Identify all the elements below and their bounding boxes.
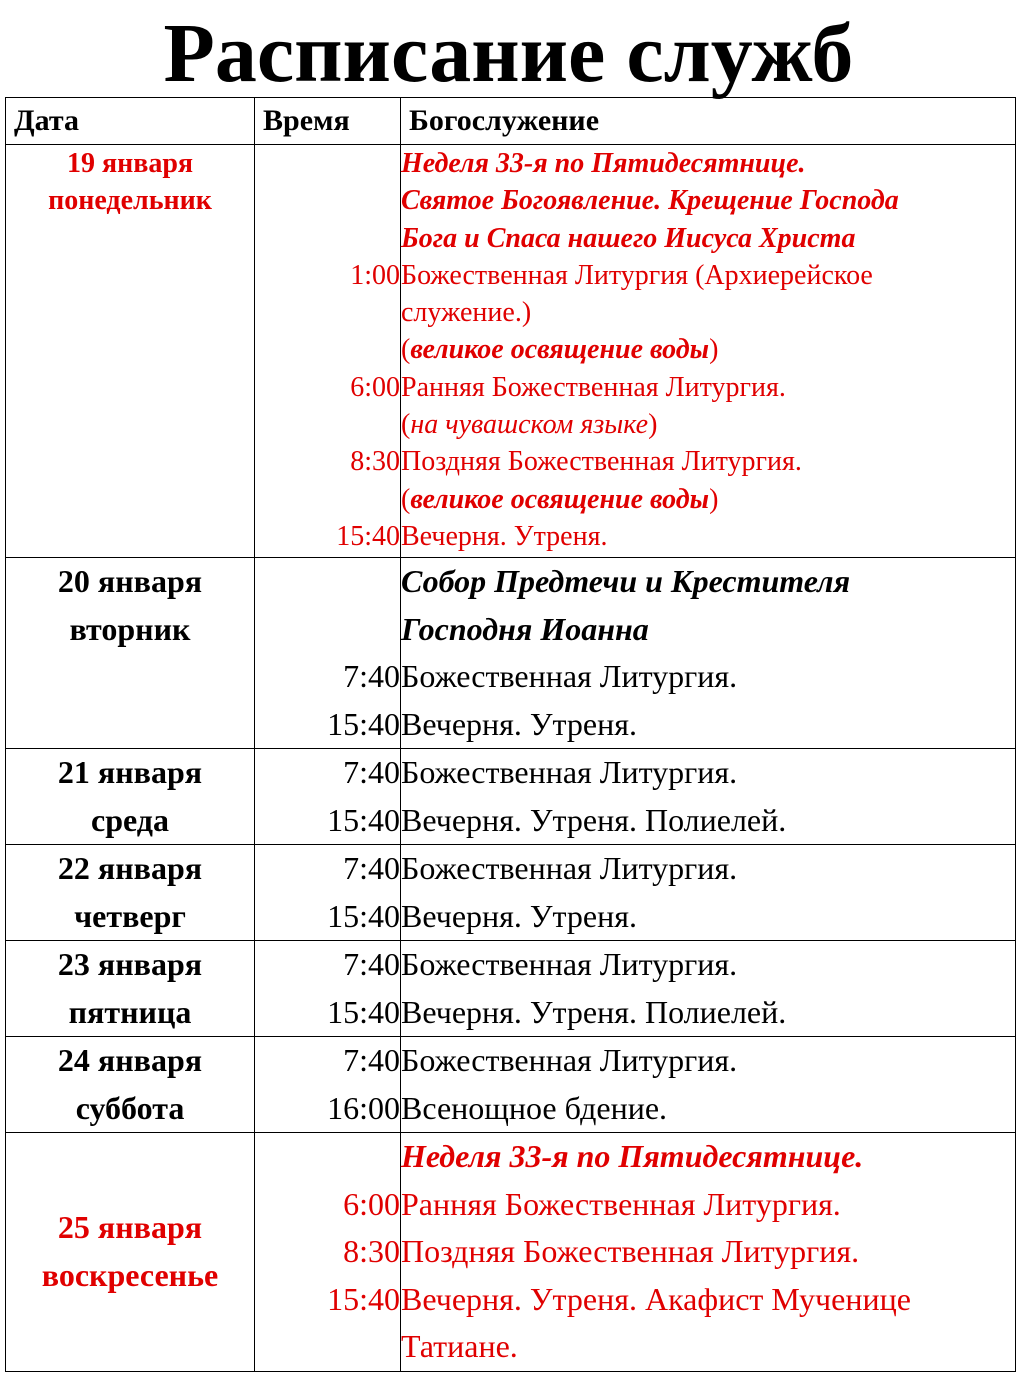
day-services-cell [401, 941, 1016, 1037]
day-date: 24 января [57, 1042, 203, 1078]
feast-title: Господня Иоанна [401, 610, 649, 647]
service-time: 8:30 [343, 1233, 400, 1269]
service-text: Татиане. [401, 1328, 518, 1364]
service-time: 15:40 [327, 993, 400, 1030]
day-times-cell [255, 1037, 401, 1133]
service-note: (великое освящение воды) [401, 483, 719, 515]
header-service: Богослужение [401, 98, 1016, 145]
service-text: служение.) [401, 297, 532, 329]
service-time: 7:40 [343, 1042, 400, 1078]
service-note: (на чувашском языке) [401, 409, 658, 441]
service-note: (великое освящение воды) [401, 334, 719, 366]
service-time: 8:30 [350, 446, 400, 478]
service-time: 7:40 [343, 850, 400, 886]
day-services-cell [401, 845, 1016, 941]
day-date-cell [6, 1133, 255, 1372]
day-row-19 [6, 145, 1016, 558]
service-text: Вечерня. Утреня. Акафист Мученице [401, 1280, 911, 1317]
day-date-cell [6, 941, 255, 1037]
day-row-21 [6, 749, 1016, 845]
service-time: 15:40 [327, 801, 400, 838]
feast-title: Собор Предтечи и Крестителя [401, 563, 851, 599]
day-date: 22 января [57, 850, 203, 886]
service-time: 7:40 [343, 754, 400, 790]
feast-title: Святое Богоявление. Крещение Господа [401, 185, 899, 217]
service-text: Ранняя Божественная Литургия. [401, 371, 786, 403]
service-text: Вечерня. Утреня. [401, 520, 608, 552]
day-services-cell [401, 145, 1016, 558]
feast-title: Неделя 33-я по Пятидесятнице. [401, 148, 806, 179]
day-times-cell [255, 145, 401, 558]
day-date-cell [6, 558, 255, 749]
day-date: 20 января [57, 563, 203, 599]
service-time: 15:40 [336, 520, 400, 552]
day-row-23 [6, 941, 1016, 1037]
service-time: 7:40 [343, 946, 400, 982]
day-weekday: пятница [68, 993, 192, 1030]
day-date: 21 января [57, 754, 203, 790]
service-text: Божественная Литургия. [401, 658, 738, 694]
service-time: 7:40 [343, 658, 400, 694]
service-text: Поздняя Божественная Литургия. [401, 446, 802, 478]
day-date: 19 января [66, 148, 194, 179]
header-date: Дата [6, 98, 255, 145]
service-text: Вечерня. Утреня. [401, 897, 637, 934]
feast-title: Бога и Спаса нашего Иисуса Христа [401, 222, 856, 254]
day-services-cell [401, 558, 1016, 749]
service-time: 15:40 [327, 1280, 400, 1317]
service-time: 6:00 [350, 371, 400, 403]
header-time: Время [255, 98, 401, 145]
service-text: Божественная Литургия. [401, 1042, 738, 1078]
day-date-cell [6, 845, 255, 941]
service-text: Божественная Литургия. [401, 946, 738, 982]
day-weekday: среда [91, 801, 169, 838]
service-time: 15:40 [327, 897, 400, 934]
day-row-25 [6, 1133, 1016, 1372]
day-times-cell [255, 749, 401, 845]
day-times-cell [255, 941, 401, 1037]
day-row-24 [6, 1037, 1016, 1133]
service-time: 6:00 [343, 1185, 400, 1222]
page-title: Расписание служб [163, 7, 854, 100]
day-date-cell [6, 1037, 255, 1133]
day-weekday: суббота [75, 1089, 185, 1126]
service-text: Божественная Литургия (Архиерейское [401, 259, 873, 291]
day-date-cell [6, 145, 255, 558]
schedule-table [5, 97, 1016, 1372]
day-row-20 [6, 558, 1016, 749]
header-row [6, 98, 1016, 145]
day-date-cell [6, 749, 255, 845]
day-weekday: вторник [69, 610, 191, 647]
service-text: Вечерня. Утреня. Полиелей. [401, 993, 787, 1030]
service-time: 16:00 [327, 1089, 400, 1126]
service-text: Божественная Литургия. [401, 850, 738, 886]
day-services-cell [401, 749, 1016, 845]
service-time: 1:00 [350, 259, 400, 291]
feast-title: Неделя 33-я по Пятидесятнице. [401, 1138, 864, 1174]
day-row-22 [6, 845, 1016, 941]
day-times-cell [255, 845, 401, 941]
day-services-cell [401, 1133, 1016, 1372]
service-text: Божественная Литургия. [401, 754, 738, 790]
day-weekday: понедельник [48, 185, 212, 217]
day-weekday: воскресенье [41, 1256, 219, 1293]
day-times-cell [255, 558, 401, 749]
service-text: Поздняя Божественная Литургия. [401, 1233, 860, 1269]
service-text: Всенощное бдение. [401, 1089, 668, 1126]
day-weekday: четверг [74, 897, 186, 934]
day-times-cell [255, 1133, 401, 1372]
day-services-cell [401, 1037, 1016, 1133]
service-text: Ранняя Божественная Литургия. [401, 1185, 841, 1222]
day-date: 25 января [57, 1209, 203, 1246]
service-time: 15:40 [327, 705, 400, 742]
service-text: Вечерня. Утреня. Полиелей. [401, 801, 787, 838]
day-date: 23 января [57, 946, 203, 982]
service-text: Вечерня. Утреня. [401, 705, 637, 742]
